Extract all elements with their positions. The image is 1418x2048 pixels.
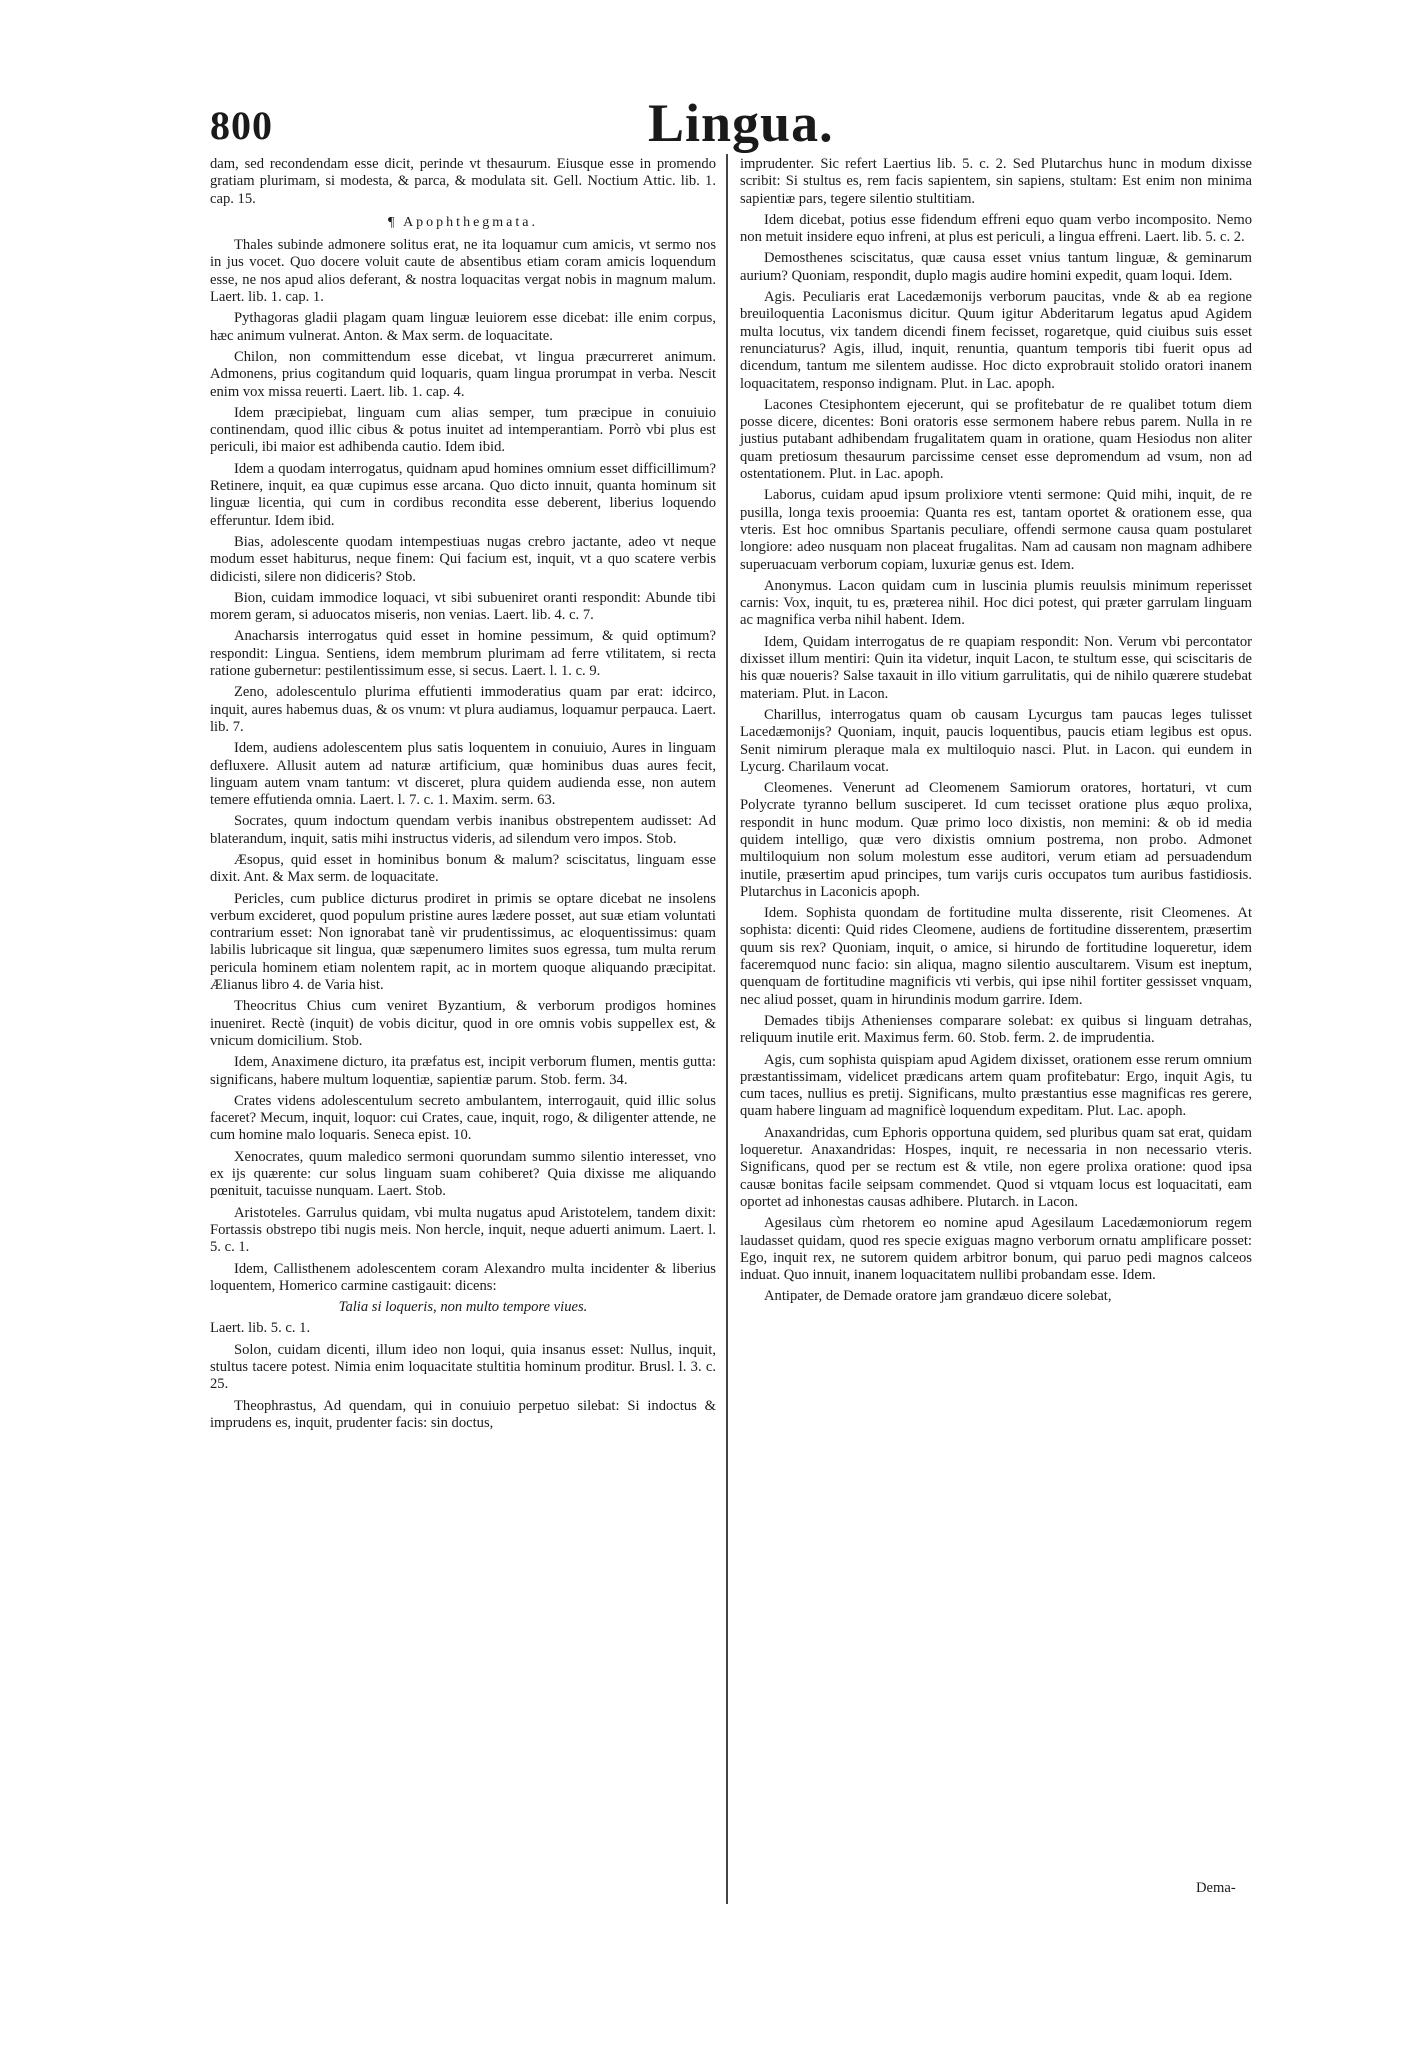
paragraph: Anacharsis interrogatus quid esset in homine pessimum, & quid optimum? respondit: Lingua. Sentiens, idem membrum plurimam ad ferre vtilitatem, si recta ratione gubernetur: pestilentissimum esse, si secus. Laert. l. 1. c. 9. [210, 628, 716, 680]
paragraph: Anonymus. Lacon quidam cum in luscinia plumis reuulsis minimum reperisset carnis: Vox, inquit, tu es, præterea nihil. Hoc dici potest, qui præter garrulam linguam ac magnifica verba nihil habent. Idem. [740, 577, 1252, 629]
paragraph: Anaxandridas, cum Ephoris opportuna quidem, sed pluribus quam sat erat, quidam loqueretur. Anaxandridas: Hospes, inquit, re necessaria in non necessario vteris. Significans, quod per se rectum est & vtile, non egere prolixa oratione: quod ipsa causæ bonitas facile seipsam commendet. Quod si vtquam locus est loquacitati, eam oportet ad inhonestas causas adhibere. Plutarch. in Lacon. [740, 1124, 1252, 1210]
paragraph: Lacones Ctesiphontem ejecerunt, qui se profitebatur de re qualibet totum diem posse dicere, dicentes: Boni oratoris esse sermonem habere rebus parem. Nulla in re justius putabant adhibendam frugalitatem quam in oratione, quam Hesiodus non aliter quam pretiosum thesaurum parcissime censet esse depromendum ad vsum, non ad ostentationem. Plut. in Lac. apoph. [740, 396, 1252, 483]
paragraph: Thales subinde admonere solitus erat, ne ita loquamur cum amicis, vt sermo nos in jus vocet. Quo docere voluit caute de absentibus etiam coram amicis loquendum esse, ne nos apud alios deferant, & nostra loquacitas vergat nobis in magnum malum. Laert. lib. 1. cap. 1. [210, 237, 716, 306]
paragraph: Idem dicebat, potius esse fidendum effreni equo quam verbo incomposito. Nemo non metuit insidere equo infreni, at plus est periculi, a lingua effreni. Laert. lib. 5. c. 2. [740, 211, 1252, 246]
paragraph: Cleomenes. Venerunt ad Cleomenem Samiorum oratores, hortaturi, vt cum Polycrate tyranno bellum susciperet. Id cum tecisset oratione plus æquo prolixa, respondit in hunc modum. Quæ primo loco dixistis, non memini: & ob id media quidem intelligo, quæ vero dixistis omnium postrema, non probo. Admonet multiloquium non solum molestum esse auditori, verum etiam ad persuadendum inutile, præsertim apud principes, tum varijs curis occupatos tum auribus fastidiosis. Plutarchus in Laconicis apoph. [740, 780, 1252, 900]
paragraph: Bion, cuidam immodice loquaci, vt sibi subueniret oranti respondit: Abunde tibi morem geram, si aduocatos miseris, non venias. Laert. lib. 4. c. 7. [210, 589, 716, 624]
page-number: 800 [210, 103, 273, 148]
paragraph: Crates videns adolescentulum secreto ambulantem, interrogauit, quid illic solus faceret? Mecum, inquit, loquor: cui Crates, caue, inquit, rogo, & diligenter attende, ne cum homine malo loquaris. Seneca epist. 10. [210, 1092, 716, 1144]
column-rule [726, 154, 728, 1904]
paragraph: Agesilaus cùm rhetorem eo nomine apud Agesilaum Lacedæmoniorum regem laudasset quidam, quod res specie exiguas magno verborum ornatu amplificare posset: Ego, inquit rex, ne sutorem quidem arbitror bonum, qui paruo pedi magnos calceos induat. Quo innuit, inanem loquacitatem nullibi probandam esse. Idem. [740, 1215, 1252, 1284]
right-column [740, 156, 1252, 1310]
paragraph: imprudenter. Sic refert Laertius lib. 5. c. 2. Sed Plutarchus hunc in modum dixisse scribit: Si stultus es, rem facis sapientem, sin sapiens, stultam: Est enim non minima sapientiæ pars, tegere silentio stultitiam. [740, 156, 1252, 207]
paragraph: Laborus, cuidam apud ipsum prolixiore vtenti sermone: Quid mihi, inquit, de re pusilla, longa texis prooemia: Quanta res est, tantam oportet & orationem esse, qua vteris. Est hoc omnibus Spartanis peculiare, offendi sermone causa quam postularet longiore: adeo nusquam non placeat frugalitas. Nam ad causam non magnam adhibere superuacuam verborum copiam, luxuriæ genus est. Idem. [740, 487, 1252, 573]
paragraph: Solon, cuidam dicenti, illum ideo non loqui, quia insanus esset: Nullus, inquit, stultus tacere potest. Nimia enim loquacitate stultitia hominum proditur. Brusl. l. 3. c. 25. [210, 1341, 716, 1393]
paragraph: Xenocrates, quum maledico sermoni quorundam summo silentio interesset, vno ex ijs quærente: cur solus linguam suam cohiberet? Quia dixisse me aliquando pœnituit, tacuisse nunquam. Laert. Stob. [210, 1148, 716, 1200]
paragraph: Charillus, interrogatus quam ob causam Lycurgus tam paucas leges tulisset Lacedæmonijs? Quoniam, inquit, paucis loquentibus, paucis etiam legibus est opus. Senit nimirum pleraque mala ex multiloquio nasci. Plut. in Lacon. qui eundem in Lycurg. Charilaum vocat. [740, 706, 1252, 775]
paragraph: Idem, Callisthenem adolescentem coram Alexandro multa incidenter & liberius loquentem, Homerico carmine castigauit: dicens: [210, 1260, 716, 1294]
paragraph: Laert. lib. 5. c. 1. [210, 1320, 311, 1337]
paragraph: Theophrastus, Ad quendam, qui in conuiuio perpetuo silebat: Si indoctus & imprudens es, inquit, prudenter facis: sin doctus, [210, 1397, 716, 1431]
paragraph: Idem a quodam interrogatus, quidnam apud homines omnium esset difficillimum? Retinere, inquit, ea quæ cupimus esse arcana. Quo dicto innuit, quanta hominum sit linguæ licentia, qui cum in cordibus recondita esse deberent, liberius loquendo efferuntur. Idem ibid. [210, 460, 716, 529]
paragraph: dam, sed recondendam esse dicit, perinde vt thesaurum. Eiusque esse in promendo gratiam plurimam, si modesta, & parca, & modulata sit. Gell. Noctium Attic. lib. 1. cap. 15. [210, 156, 716, 207]
paragraph: ¶ Apophthegmata. [388, 214, 538, 230]
paragraph: Socrates, quum indoctum quendam verbis inanibus obstrepentem audisset: Ad blaterandum, inquit, satis mihi instructus videris, ad silendum vero impos. Stob. [210, 813, 716, 847]
catchword: Dema- [1196, 1880, 1236, 1896]
paragraph: Aristoteles. Garrulus quidam, vbi multa nugatus apud Aristotelem, tandem dixit: Fortassis obstrepo tibi nugis meis. Non hercle, inquit, neque aduerti animum. Laert. l. 5. c. 1. [210, 1204, 716, 1256]
paragraph: Demosthenes sciscitatus, quæ causa esset vnius tantum linguæ, & geminarum aurium? Quoniam, respondit, duplo magis audire homini expedit, quam loqui. Idem. [740, 250, 1252, 284]
paragraph: Zeno, adolescentulo plurima effutienti immoderatius quam par erat: idcirco, inquit, aures habemus duas, & os vnum: vt plura audiamus, loquamur perpauca. Laert. lib. 7. [210, 684, 716, 735]
paragraph: Pericles, cum publice dicturus prodiret in primis se optare dicebat ne insolens verbum excideret, quod populum pristine aures lædere posset, aut suæ etiam voluntati contrarium esset: Non ignorabat tanè vir prudentissimus, ac eloquentissimus: quam labilis lubricaque sit lingua, quæ sæpenumero limites suos egressa, tum multa rerum pericula hominem etiam nolentem rapit, ac in mortem quoque aliquando præcipitat. Ælianus libro 4. de Varia hist. [210, 890, 716, 994]
paragraph: Idem præcipiebat, linguam cum alias semper, tum præcipue in conuiuio continendam, quod illic cibus & potus inuitet ad intemperantiam. Porrò vbi plus est periculi, ibi maior est adhibenda cautio. Idem ibid. [210, 404, 716, 456]
running-head: Lingua. [648, 93, 834, 153]
paragraph: Æsopus, quid esset in hominibus bonum & malum? sciscitatus, linguam esse dixit. Ant. & Max serm. de loquacitate. [210, 851, 716, 886]
paragraph: Idem, audiens adolescentem plus satis loquentem in conuiuio, Aures in linguam defluxere. Allusit autem ad naturæ artificium, quæ hominibus duas aures fecit, linguam autem vnam tantum: vt disceret, plura quidem audienda esse, non autem temere effutienda omnia. Laert. l. 7. c. 1. Maxim. serm. 63. [210, 740, 716, 809]
paragraph: Idem, Quidam interrogatus de re quapiam respondit: Non. Verum vbi percontator dixisset illum mentiri: Quin ita videtur, inquit Lacon, te stultum esse, qui sciscitaris de his quæ noueris? Salse taxauit in illo vitium garrulitatis, qui de nihilo quærere studebat materiam. Plut. in Lacon. [740, 633, 1252, 702]
paragraph: Idem. Sophista quondam de fortitudine multa disserente, risit Cleomenes. At sophista: dicenti: Quid rides Cleomene, audiens de fortitudine disserentem, præsertim quum sis rex? Quoniam, inquit, o amice, si hirundo de fortitudine loqueretur, idem faceremquod nunc facio: sin aliqua, magno silentio auscultarem. Visum est ineptum, quenquam de fortitudine magnificis vti verbis, qui ipse nihil fortiter gessisset vnquam, nec aliud posset, quam in hirundinis modum garrire. Idem. [740, 905, 1252, 1008]
paragraph: Demades tibijs Athenienses comparare solebat: ex quibus si linguam detrahas, reliquum inutile erit. Maximus ferm. 60. Stob. ferm. 2. de imprudentia. [740, 1012, 1252, 1047]
paragraph: Agis, cum sophista quispiam apud Agidem dixisset, orationem esse rerum omnium præstantissimam, videlicet prædicans artem quam profitebatur: Ergo, inquit Agis, tu cum taces, nullius es pretij. Significans, multo præstantius esse magnificas res gerere, quam habere linguam ad magnificè loquendum expeditam. Plut. Lac. apoph. [740, 1051, 1252, 1120]
paragraph: Bias, adolescente quodam intempestiuas nugas crebro jactante, adeo vt neque modum esset habiturus, neque finem: Qui facium est, inquit, vt a quo scatere verbis didicisti, silere non didiceris? Stob. [210, 533, 716, 585]
paragraph: Theocritus Chius cum veniret Byzantium, & verborum prodigos homines inueniret. Rectè (inquit) de vobis dicitur, quod in ore omnis vobis suppellex est, & vnicum domicilium. Stob. [210, 998, 716, 1049]
paragraph: Chilon, non committendum esse dicebat, vt lingua præcurreret animum. Admonens, prius cogitandum quid loquaris, quam lingua prorumpat in verba. Nescit enim vox missa reuerti. Laert. lib. 1. cap. 4. [210, 348, 716, 400]
paragraph: Antipater, de Demade oratore jam grandæuo dicere solebat, [764, 1288, 1112, 1305]
left-column [210, 156, 716, 1436]
paragraph: Pythagoras gladii plagam quam linguæ leuiorem esse dicebat: ille enim corpus, hæc animum vulnerat. Anton. & Max serm. de loquacitate. [210, 310, 716, 344]
paragraph: Idem, Anaximene dicturo, ita præfatus est, incipit verborum flumen, mentis gutta: significans, habere multum loquentiæ, sapientiæ parum. Stob. ferm. 34. [210, 1054, 716, 1088]
paragraph: Agis. Peculiaris erat Lacedæmonijs verborum paucitas, vnde & ab ea regione breuiloquentia Laconismus dicitur. Quum igitur Abderitarum legatus apud Agidem multa locutus, vix tandem dicendi finem fecisset, rogaretque, quid ciuibus suis esset renunciaturus? Agis, illud, inquit, renuntia, quantum temporis tibi fuerit opus ad dicendum, tantum me silentem audisse. Hoc dicto exprobrauit stolido oratori inanem loquacitatem, responso indignam. Plut. in Lac. apoph. [740, 289, 1252, 392]
paragraph: Talia si loqueris, non multo tempore viues. [338, 1299, 588, 1316]
